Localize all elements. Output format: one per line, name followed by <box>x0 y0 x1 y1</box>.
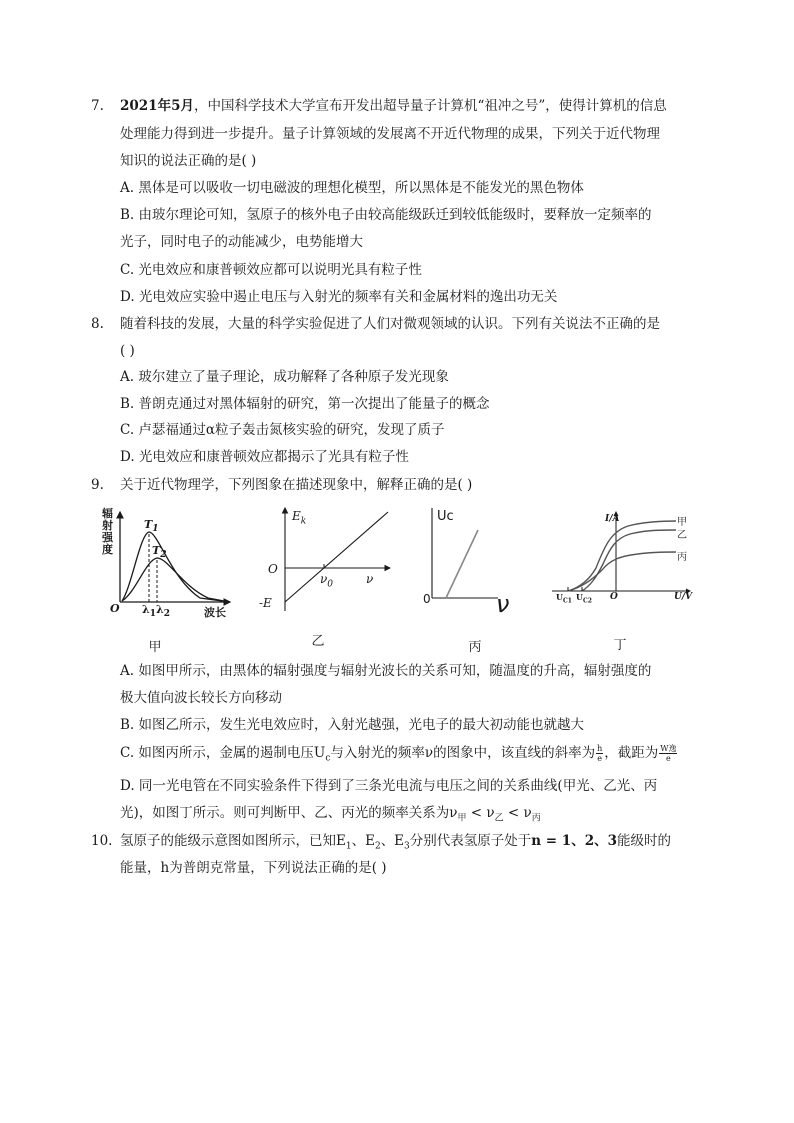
year-text: 2021年5月 <box>120 98 194 114</box>
option-d: D. 光电效应实验中遏止电压与入射光的频率有关和金属材料的逸出功无关 <box>120 289 558 305</box>
option-b-continued: 光子，同时电子的动能减少，电势能增大 <box>120 234 363 250</box>
uc-line <box>446 530 478 598</box>
x-axis-label: ν <box>366 572 374 586</box>
intercept-fraction: $\frac{\text{W逸}}{e}$ <box>660 744 677 763</box>
question-stem-line: 随着科技的发展，大量的科学实验促进了人们对微观领域的认识。下列有关说法不正确的是 <box>120 316 660 332</box>
y-axis-label: I/A <box>605 514 620 524</box>
t2-label: $T_2$ <box>152 544 167 561</box>
figure-ding-i-u <box>548 506 698 616</box>
origin-label: O <box>110 602 120 615</box>
slope-fraction: $\frac{h}{e}$ <box>597 744 603 763</box>
label-jia: 甲 <box>677 517 687 528</box>
curve-yi <box>582 530 676 591</box>
lambda2-label: $\lambda_2$ <box>156 603 170 620</box>
question-number: 7. <box>91 98 104 114</box>
x-axis-label: ν <box>496 590 510 618</box>
curve-bing <box>568 552 676 591</box>
figure-caption: 甲 <box>148 640 162 655</box>
y-axis-label: $E_k$ <box>292 509 307 527</box>
question-stem-line: 关于近代物理学，下列图象在描述现象中，解释正确的是( ) <box>120 477 473 493</box>
t2-curve <box>122 558 224 601</box>
uc1-label: $U_{C1}$ <box>556 592 572 605</box>
question-stem-line: 能量，h为普朗克常量，下列说法正确的是( ) <box>120 860 387 876</box>
question-stem-line: ( ) <box>120 343 135 359</box>
question-stem-line: 知识的说法正确的是( ) <box>120 153 257 169</box>
origin-label: 0 <box>423 592 431 606</box>
option-c: C. 如图丙所示，金属的遏制电压$U_c$与入射光的频率ν的图象中，该直线的斜率为 $\frac{h}{e}$ ，截距为 $\frac{\text{W逸}}{e}$ <box>120 744 677 764</box>
figure-jia-blackbody <box>100 506 235 621</box>
option-b: B. 由玻尔理论可知，氢原子的核外电子由较高能级跃迁到较低能级时，要释放一定频率的 <box>120 207 652 223</box>
option-a-continued: 极大值向波长较长方向移动 <box>120 690 282 706</box>
figure-caption: 丁 <box>613 638 627 653</box>
question-number: 10. <box>91 833 113 849</box>
option-c: C. 卢瑟福通过α粒子轰击氮核实验的研究，发现了质子 <box>120 422 445 438</box>
option-d: D. 光电效应和康普顿效应都揭示了光具有粒子性 <box>120 449 409 465</box>
figure-yi-ek-nu <box>255 506 395 616</box>
neg-e-label: -E <box>259 596 272 610</box>
y-axis-label: 辐 射 强 度 <box>102 507 113 556</box>
x-axis-label: 波长 <box>204 606 226 619</box>
figure-bing-uc-nu <box>420 506 520 616</box>
stem-text: ，中国科学技术大学宣布开发出超导量子计算机“祖冲之号”，使得计算机的信息 <box>193 98 667 114</box>
x-axis-label: U/V <box>674 592 693 602</box>
label-yi: 乙 <box>677 530 687 541</box>
option-a: A. 如图甲所示，由黑体的辐射强度与辐射光波长的关系可知，随温度的升高，辐射强度的 <box>120 663 652 679</box>
option-b: B. 普朗克通过对黑体辐射的研究，第一次提出了能量子的概念 <box>120 396 490 412</box>
figure-caption: 丙 <box>468 640 482 655</box>
option-b: B. 如图乙所示，发生光电效应时，入射光越强，光电子的最大初动能也就越大 <box>120 717 585 733</box>
option-a: A. 黑体是可以吸收一切电磁波的理想化模型，所以黑体是不能发光的黑色物体 <box>120 180 584 196</box>
t1-curve <box>122 532 222 601</box>
question-stem-line: 氢原子的能级示意图如图所示，已知$E_1$、$E_2$、$E_3$分别代表氢原子处于n = 1、2、3能级时的 <box>120 833 671 852</box>
curve-jia <box>568 521 676 591</box>
y-axis-label: Uc <box>437 509 454 524</box>
nu0-label: $\nu_0$ <box>320 572 334 590</box>
origin-label: O <box>268 562 278 576</box>
question-number: 8. <box>91 316 104 332</box>
lambda1-label: $\lambda_1$ <box>142 603 156 620</box>
origin-label: O <box>610 592 618 602</box>
t1-label: $T_1$ <box>144 518 159 535</box>
option-a: A. 玻尔建立了量子理论，成功解释了各种原子发光现象 <box>120 369 449 385</box>
option-d: D. 同一光电管在不同实验条件下得到了三条光电流与电压之间的关系曲线(甲光、乙光、丙 <box>120 778 658 794</box>
question-stem-line: 处理能力得到进一步提升。量子计算领域的发展离不开近代物理的成果，下列关于近代物理 <box>120 126 660 142</box>
uc2-label: $U_{C2}$ <box>576 592 592 605</box>
question-stem-line <box>120 96 667 116</box>
figure-caption: 乙 <box>311 634 325 649</box>
option-c: C. 光电效应和康普顿效应都可以说明光具有粒子性 <box>120 262 422 278</box>
label-bing: 丙 <box>677 552 687 563</box>
question-number: 9. <box>91 477 104 493</box>
option-d-continued: 光)，如图丁所示。则可判断甲、乙、丙光的频率关系为$\nu_甲 < \nu_乙 < \nu_丙$ <box>120 805 541 824</box>
